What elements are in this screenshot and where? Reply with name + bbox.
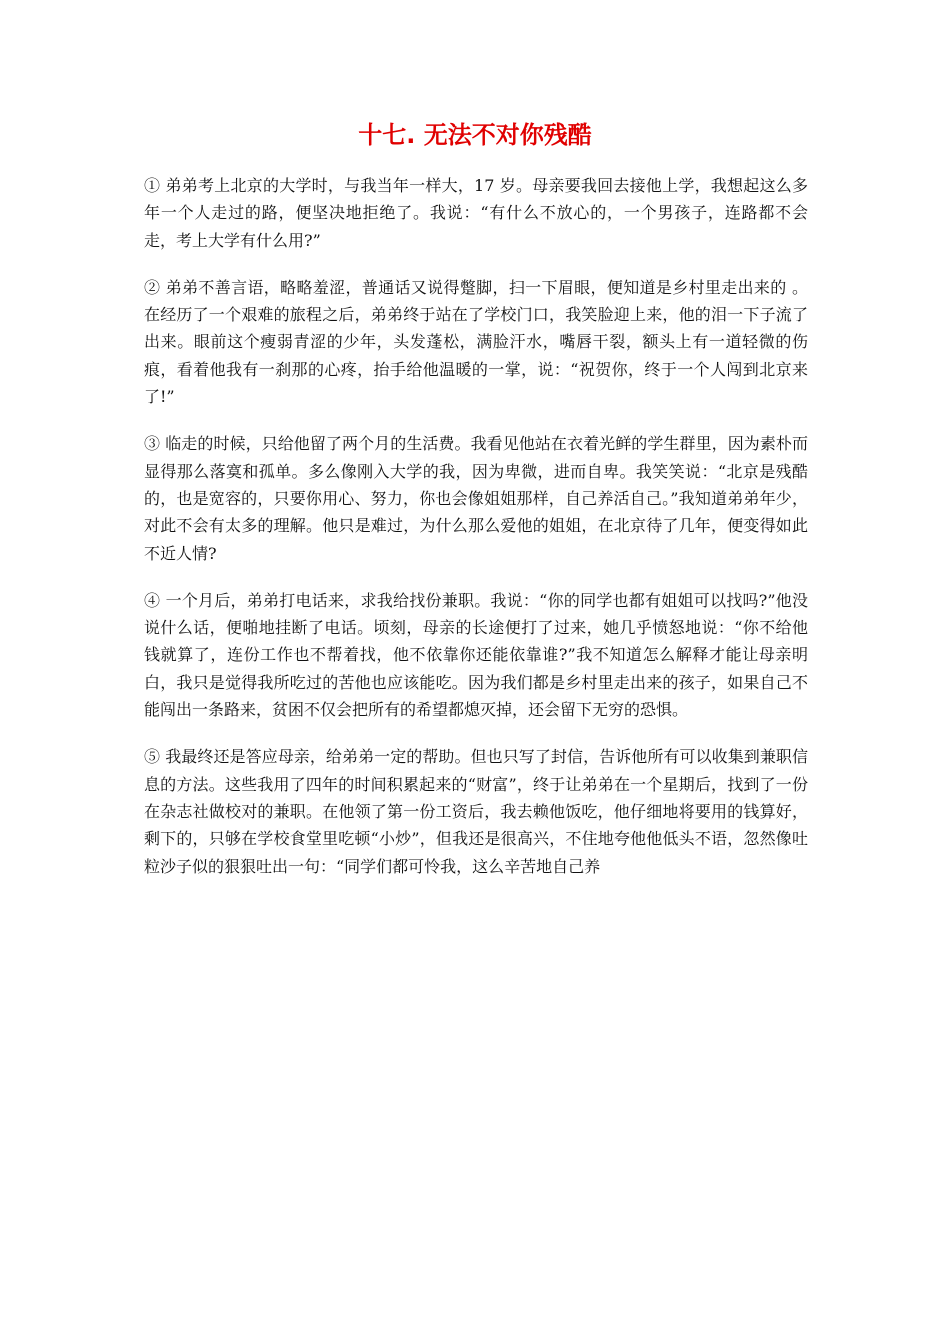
paragraph-1: ① 弟弟考上北京的大学时，与我当年一样大，17 岁。母亲要我回去接他上学，我想起这么多年一个人走过的路，便坚决地拒绝了。我说：“有什么不放心的，一个男孩子，连路都不会走，考上大学有什么用?”: [144, 176, 808, 250]
paragraph-2: ② 弟弟不善言语，略略羞涩，普通话又说得蹩脚，扫一下眉眼，便知道是乡村里走出来的 。在经历了一个艰难的旅程之后，弟弟终于站在了学校门口，我笑脸迎上来，他的泪一下子流了出来。眼前这个瘦弱青涩的少年，头发蓬松，满脸汗水，嘴唇干裂，额头上有一道轻微的伤痕，看着他我有一刹那的心疼，抬手给他温暖的一掌，说：“祝贺你，终于一个人闯到北京来了!”: [144, 277, 808, 407]
document-body: [144, 172, 808, 900]
paragraph-5: ⑤ 我最终还是答应母亲，给弟弟一定的帮助。但也只写了封信，告诉他所有可以收集到兼职信息的方法。这些我用了四年的时间积累起来的“财富”，终于让弟弟在一个星期后，找到了一份在杂志社做校对的兼职。在他领了第一份工资后，我去赖他饭吃，他仔细地将要用的钱算好，剩下的，只够在学校食堂里吃顿“小炒”，但我还是很高兴，不住地夸他他低头不语，忽然像吐粒沙子似的狠狠吐出一句：“同学们都可怜我，这么辛苦地自己养: [144, 747, 808, 876]
paragraph-4: ④ 一个月后，弟弟打电话来，求我给找份兼职。我说：“你的同学也都有姐姐可以找吗?”他没说什么话，便啪地挂断了电话。顷刻，母亲的长途便打了过来，她几乎愤怒地说：“你不给他钱就算了，连份工作也不帮着找，他不依靠你还能依靠谁?”我不知道怎么解释才能让母亲明白，我只是觉得我所吃过的苦他也应该能吃。因为我们都是乡村里走出来的孩子，如果自己不能闯出一条路来，贫困不仅会把所有的希望都熄灭掉，还会留下无穷的恐惧。: [144, 590, 808, 720]
document-title: 十七. 无法不对你残酷: [358, 121, 592, 149]
paragraph-3: ③ 临走的时候，只给他留了两个月的生活费。我看见他站在衣着光鲜的学生群里，因为素朴而显得那么落寞和孤单。多么像刚入大学的我，因为卑微，进而自卑。我笑笑说：“北京是残酷的，也是宽容的，只要你用心、努力，你也会像姐姐那样，自己养活自己。”我知道弟弟年少，对此不会有太多的理解。他只是难过，为什么那么爱他的姐姐，在北京待了几年，便变得如此不近人情?: [144, 434, 808, 563]
